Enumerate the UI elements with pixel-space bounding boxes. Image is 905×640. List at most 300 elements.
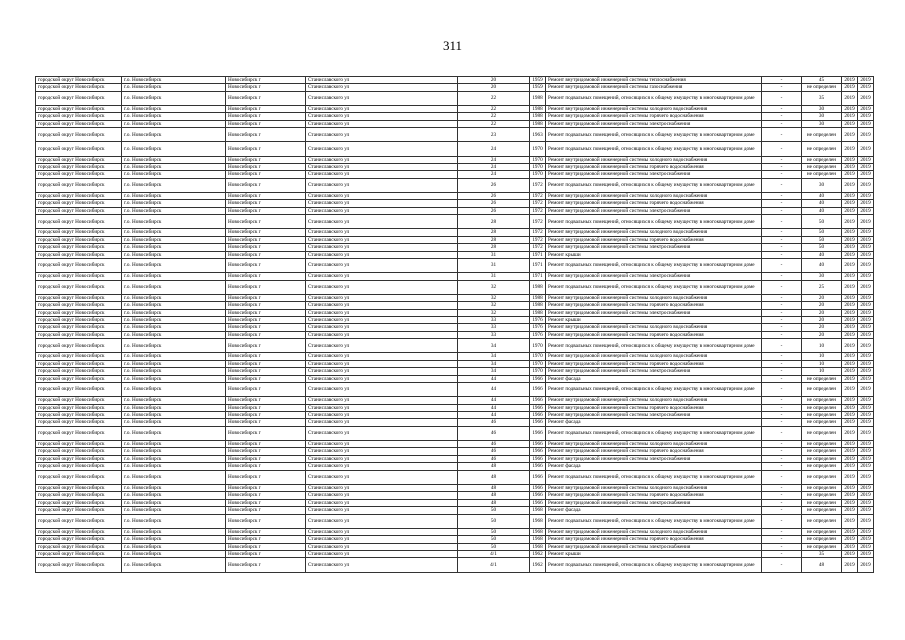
street-cell: Станиславского ул — [306, 448, 458, 455]
municipality-cell: городской округ Новосибирск — [36, 536, 122, 543]
end-year-cell: 2019 — [858, 455, 874, 462]
street-cell: Станиславского ул — [306, 106, 458, 113]
house-number-cell: 24 — [458, 142, 530, 156]
settlement-cell: Новосибирск г — [226, 113, 306, 120]
dash-cell: - — [762, 128, 802, 142]
table-row — [36, 368, 874, 375]
build-year-cell: 1966 — [530, 441, 546, 448]
cost-cell: не определен — [802, 499, 842, 506]
urban-district-cell: г.о. Новосибирск — [122, 324, 226, 331]
build-year-cell: 1970 — [530, 353, 546, 360]
build-year-cell: 1966 — [530, 455, 546, 462]
work-type-cell: Ремонт внутридомовой инженерной системы горячего водоснабжения — [546, 236, 762, 243]
work-type-cell: Ремонт подвальных помещений, относящихся к общему имуществу в многоквартирном доме — [546, 558, 762, 572]
settlement-cell: Новосибирск г — [226, 426, 306, 440]
urban-district-cell: г.о. Новосибирск — [122, 171, 226, 178]
urban-district-cell: г.о. Новосибирск — [122, 91, 226, 105]
municipality-cell: городской округ Новосибирск — [36, 426, 122, 440]
urban-district-cell: г.о. Новосибирск — [122, 448, 226, 455]
build-year-cell: 1970 — [530, 164, 546, 171]
end-year-cell: 2019 — [858, 507, 874, 514]
dash-cell: - — [762, 397, 802, 404]
table-row — [36, 543, 874, 550]
end-year-cell: 2019 — [858, 558, 874, 572]
work-type-cell: Ремонт внутридомовой инженерной системы горячего водоснабжения — [546, 492, 762, 499]
urban-district-cell: г.о. Новосибирск — [122, 259, 226, 273]
work-type-cell: Ремонт крыши — [546, 251, 762, 258]
start-year-cell: 2019 — [842, 499, 858, 506]
dash-cell: - — [762, 142, 802, 156]
cost-cell: 10 — [802, 368, 842, 375]
end-year-cell: 2019 — [858, 309, 874, 316]
dash-cell: - — [762, 492, 802, 499]
house-number-cell: 26 — [458, 178, 530, 192]
start-year-cell: 2019 — [842, 120, 858, 127]
municipality-cell: городской округ Новосибирск — [36, 455, 122, 462]
settlement-cell: Новосибирск г — [226, 470, 306, 484]
dash-cell: - — [762, 455, 802, 462]
municipality-cell: городской округ Новосибирск — [36, 558, 122, 572]
street-cell: Станиславского ул — [306, 84, 458, 91]
end-year-cell: 2019 — [858, 339, 874, 353]
municipality-cell: городской округ Новосибирск — [36, 280, 122, 294]
dash-cell: - — [762, 360, 802, 367]
cost-cell: не определен — [802, 448, 842, 455]
house-number-cell: 34 — [458, 360, 530, 367]
cost-cell: 50 — [802, 244, 842, 251]
cost-cell: не определен — [802, 536, 842, 543]
house-number-cell: 44 — [458, 404, 530, 411]
dash-cell: - — [762, 251, 802, 258]
end-year-cell: 2019 — [858, 499, 874, 506]
end-year-cell: 2019 — [858, 77, 874, 84]
urban-district-cell: г.о. Новосибирск — [122, 339, 226, 353]
build-year-cell: 1988 — [530, 120, 546, 127]
build-year-cell: 1976 — [530, 324, 546, 331]
settlement-cell: Новосибирск г — [226, 106, 306, 113]
street-cell: Станиславского ул — [306, 156, 458, 163]
table-row — [36, 419, 874, 426]
end-year-cell: 2019 — [858, 236, 874, 243]
house-number-cell: 22 — [458, 106, 530, 113]
cost-cell: 35 — [802, 550, 842, 557]
dash-cell: - — [762, 317, 802, 324]
dash-cell: - — [762, 339, 802, 353]
dash-cell: - — [762, 470, 802, 484]
start-year-cell: 2019 — [842, 244, 858, 251]
dash-cell: - — [762, 324, 802, 331]
cost-cell: не определен — [802, 156, 842, 163]
urban-district-cell: г.о. Новосибирск — [122, 215, 226, 229]
municipality-cell: городской округ Новосибирск — [36, 215, 122, 229]
settlement-cell: Новосибирск г — [226, 339, 306, 353]
end-year-cell: 2019 — [858, 207, 874, 214]
house-number-cell: 32 — [458, 280, 530, 294]
build-year-cell: 1970 — [530, 339, 546, 353]
dash-cell: - — [762, 536, 802, 543]
house-number-cell: 48 — [458, 492, 530, 499]
cost-cell: не определен — [802, 171, 842, 178]
start-year-cell: 2019 — [842, 492, 858, 499]
work-type-cell: Ремонт внутридомовой инженерной системы холодного водоснабжения — [546, 156, 762, 163]
house-number-cell: 50 — [458, 543, 530, 550]
work-type-cell: Ремонт подвальных помещений, относящихся к общему имуществу в многоквартирном доме — [546, 339, 762, 353]
build-year-cell: 1988 — [530, 280, 546, 294]
municipality-cell: городской округ Новосибирск — [36, 156, 122, 163]
table-row — [36, 244, 874, 251]
start-year-cell: 2019 — [842, 200, 858, 207]
settlement-cell: Новосибирск г — [226, 499, 306, 506]
municipality-cell: городской округ Новосибирск — [36, 236, 122, 243]
municipality-cell: городской округ Новосибирск — [36, 106, 122, 113]
table-row — [36, 91, 874, 105]
urban-district-cell: г.о. Новосибирск — [122, 142, 226, 156]
street-cell: Станиславского ул — [306, 543, 458, 550]
build-year-cell: 1959 — [530, 77, 546, 84]
build-year-cell: 1963 — [530, 128, 546, 142]
house-number-cell: 22 — [458, 120, 530, 127]
work-type-cell: Ремонт внутридомовой инженерной системы горячего водоснабжения — [546, 200, 762, 207]
urban-district-cell: г.о. Новосибирск — [122, 229, 226, 236]
table-row — [36, 273, 874, 280]
start-year-cell: 2019 — [842, 207, 858, 214]
build-year-cell: 1962 — [530, 550, 546, 557]
street-cell: Станиславского ул — [306, 128, 458, 142]
work-type-cell: Ремонт внутридомовой инженерной системы теплоснабжения — [546, 77, 762, 84]
table-row — [36, 426, 874, 440]
house-number-cell: 4/1 — [458, 550, 530, 557]
build-year-cell: 1966 — [530, 484, 546, 491]
cost-cell: не определен — [802, 543, 842, 550]
settlement-cell: Новосибирск г — [226, 412, 306, 419]
dash-cell: - — [762, 84, 802, 91]
end-year-cell: 2019 — [858, 353, 874, 360]
start-year-cell: 2019 — [842, 84, 858, 91]
start-year-cell: 2019 — [842, 215, 858, 229]
work-type-cell: Ремонт внутридомовой инженерной системы электроснабжения — [546, 309, 762, 316]
build-year-cell: 1988 — [530, 91, 546, 105]
dash-cell: - — [762, 404, 802, 411]
urban-district-cell: г.о. Новосибирск — [122, 164, 226, 171]
cost-cell: не определен — [802, 404, 842, 411]
settlement-cell: Новосибирск г — [226, 215, 306, 229]
work-type-cell: Ремонт внутридомовой инженерной системы горячего водоснабжения — [546, 536, 762, 543]
end-year-cell: 2019 — [858, 536, 874, 543]
house-number-cell: 4/1 — [458, 558, 530, 572]
end-year-cell: 2019 — [858, 441, 874, 448]
table-row — [36, 120, 874, 127]
cost-cell: 20 — [802, 317, 842, 324]
house-number-cell: 50 — [458, 514, 530, 528]
end-year-cell: 2019 — [858, 360, 874, 367]
end-year-cell: 2019 — [858, 106, 874, 113]
table-row — [36, 294, 874, 301]
street-cell: Станиславского ул — [306, 229, 458, 236]
work-type-cell: Ремонт подвальных помещений, относящихся к общему имуществу в многоквартирном доме — [546, 280, 762, 294]
build-year-cell: 1966 — [530, 448, 546, 455]
municipality-cell: городской округ Новосибирск — [36, 84, 122, 91]
municipality-cell: городской округ Новосибирск — [36, 528, 122, 535]
work-type-cell: Ремонт внутридомовой инженерной системы электроснабжения — [546, 543, 762, 550]
street-cell: Станиславского ул — [306, 528, 458, 535]
end-year-cell: 2019 — [858, 484, 874, 491]
urban-district-cell: г.о. Новосибирск — [122, 360, 226, 367]
urban-district-cell: г.о. Новосибирск — [122, 383, 226, 397]
work-type-cell: Ремонт внутридомовой инженерной системы горячего водоснабжения — [546, 113, 762, 120]
urban-district-cell: г.о. Новосибирск — [122, 84, 226, 91]
start-year-cell: 2019 — [842, 558, 858, 572]
urban-district-cell: г.о. Новосибирск — [122, 375, 226, 382]
start-year-cell: 2019 — [842, 178, 858, 192]
settlement-cell: Новосибирск г — [226, 84, 306, 91]
settlement-cell: Новосибирск г — [226, 397, 306, 404]
cost-cell: 30 — [802, 113, 842, 120]
work-type-cell: Ремонт подвальных помещений, относящихся к общему имуществу в многоквартирном доме — [546, 470, 762, 484]
table-row — [36, 113, 874, 120]
start-year-cell: 2019 — [842, 229, 858, 236]
street-cell: Станиславского ул — [306, 441, 458, 448]
municipality-cell: городской округ Новосибирск — [36, 419, 122, 426]
start-year-cell: 2019 — [842, 156, 858, 163]
dash-cell: - — [762, 419, 802, 426]
page-number: 311 — [442, 38, 463, 53]
dash-cell: - — [762, 215, 802, 229]
work-type-cell: Ремонт внутридомовой инженерной системы холодного водоснабжения — [546, 397, 762, 404]
settlement-cell: Новосибирск г — [226, 236, 306, 243]
cost-cell: 35 — [802, 91, 842, 105]
house-number-cell: 20 — [458, 84, 530, 91]
settlement-cell: Новосибирск г — [226, 514, 306, 528]
table-row — [36, 317, 874, 324]
settlement-cell: Новосибирск г — [226, 441, 306, 448]
settlement-cell: Новосибирск г — [226, 164, 306, 171]
cost-cell: не определен — [802, 142, 842, 156]
house-number-cell: 23 — [458, 128, 530, 142]
dash-cell: - — [762, 171, 802, 178]
street-cell: Станиславского ул — [306, 324, 458, 331]
settlement-cell: Новосибирск г — [226, 280, 306, 294]
table-row — [36, 470, 874, 484]
work-type-cell: Ремонт фасада — [546, 463, 762, 470]
end-year-cell: 2019 — [858, 215, 874, 229]
work-type-cell: Ремонт внутридомовой инженерной системы электроснабжения — [546, 273, 762, 280]
street-cell: Станиславского ул — [306, 331, 458, 338]
municipality-cell: городской округ Новосибирск — [36, 412, 122, 419]
urban-district-cell: г.о. Новосибирск — [122, 484, 226, 491]
table-body — [36, 77, 874, 573]
house-number-cell: 46 — [458, 455, 530, 462]
house-number-cell: 31 — [458, 273, 530, 280]
work-type-cell: Ремонт крыши — [546, 317, 762, 324]
start-year-cell: 2019 — [842, 375, 858, 382]
urban-district-cell: г.о. Новосибирск — [122, 536, 226, 543]
dash-cell: - — [762, 106, 802, 113]
start-year-cell: 2019 — [842, 360, 858, 367]
build-year-cell: 1976 — [530, 331, 546, 338]
street-cell: Станиславского ул — [306, 113, 458, 120]
cost-cell: 10 — [802, 339, 842, 353]
table-row — [36, 200, 874, 207]
street-cell: Станиславского ул — [306, 514, 458, 528]
municipality-cell: городской округ Новосибирск — [36, 507, 122, 514]
settlement-cell: Новосибирск г — [226, 543, 306, 550]
urban-district-cell: г.о. Новосибирск — [122, 193, 226, 200]
street-cell: Станиславского ул — [306, 558, 458, 572]
street-cell: Станиславского ул — [306, 236, 458, 243]
build-year-cell: 1966 — [530, 404, 546, 411]
municipality-cell: городской округ Новосибирск — [36, 353, 122, 360]
table-row — [36, 463, 874, 470]
municipality-cell: городской округ Новосибирск — [36, 200, 122, 207]
cost-cell: 40 — [802, 200, 842, 207]
house-number-cell: 28 — [458, 215, 530, 229]
start-year-cell: 2019 — [842, 455, 858, 462]
work-type-cell: Ремонт внутридомовой инженерной системы электроснабжения — [546, 412, 762, 419]
house-number-cell: 26 — [458, 207, 530, 214]
table-row — [36, 156, 874, 163]
start-year-cell: 2019 — [842, 309, 858, 316]
street-cell: Станиславского ул — [306, 251, 458, 258]
work-type-cell: Ремонт внутридомовой инженерной системы электроснабжения — [546, 207, 762, 214]
settlement-cell: Новосибирск г — [226, 419, 306, 426]
settlement-cell: Новосибирск г — [226, 528, 306, 535]
table-row — [36, 84, 874, 91]
urban-district-cell: г.о. Новосибирск — [122, 514, 226, 528]
work-type-cell: Ремонт внутридомовой инженерной системы холодного водоснабжения — [546, 106, 762, 113]
municipality-cell: городской округ Новосибирск — [36, 207, 122, 214]
work-type-cell: Ремонт подвальных помещений, относящихся к общему имуществу в многоквартирном доме — [546, 215, 762, 229]
house-number-cell: 26 — [458, 200, 530, 207]
table-row — [36, 353, 874, 360]
end-year-cell: 2019 — [858, 178, 874, 192]
settlement-cell: Новосибирск г — [226, 77, 306, 84]
build-year-cell: 1970 — [530, 142, 546, 156]
table-row — [36, 375, 874, 382]
build-year-cell: 1968 — [530, 514, 546, 528]
work-type-cell: Ремонт внутридомовой инженерной системы электроснабжения — [546, 120, 762, 127]
municipality-cell: городской округ Новосибирск — [36, 178, 122, 192]
build-year-cell: 1971 — [530, 251, 546, 258]
house-number-cell: 50 — [458, 536, 530, 543]
municipality-cell: городской округ Новосибирск — [36, 309, 122, 316]
settlement-cell: Новосибирск г — [226, 128, 306, 142]
end-year-cell: 2019 — [858, 397, 874, 404]
end-year-cell: 2019 — [858, 375, 874, 382]
settlement-cell: Новосибирск г — [226, 193, 306, 200]
work-type-cell: Ремонт внутридомовой инженерной системы газоснабжения — [546, 84, 762, 91]
work-type-cell: Ремонт внутридомовой инженерной системы холодного водоснабжения — [546, 528, 762, 535]
build-year-cell: 1972 — [530, 207, 546, 214]
build-year-cell: 1966 — [530, 499, 546, 506]
table-row — [36, 514, 874, 528]
street-cell: Станиславского ул — [306, 360, 458, 367]
build-year-cell: 1972 — [530, 200, 546, 207]
end-year-cell: 2019 — [858, 91, 874, 105]
settlement-cell: Новосибирск г — [226, 229, 306, 236]
end-year-cell: 2019 — [858, 404, 874, 411]
start-year-cell: 2019 — [842, 142, 858, 156]
urban-district-cell: г.о. Новосибирск — [122, 455, 226, 462]
house-number-cell: 26 — [458, 193, 530, 200]
table-row — [36, 309, 874, 316]
work-type-cell: Ремонт внутридомовой инженерной системы электроснабжения — [546, 455, 762, 462]
house-number-cell: 46 — [458, 419, 530, 426]
cost-cell: 48 — [802, 558, 842, 572]
municipality-cell: городской округ Новосибирск — [36, 360, 122, 367]
municipality-cell: городской округ Новосибирск — [36, 302, 122, 309]
start-year-cell: 2019 — [842, 368, 858, 375]
start-year-cell: 2019 — [842, 113, 858, 120]
urban-district-cell: г.о. Новосибирск — [122, 106, 226, 113]
end-year-cell: 2019 — [858, 448, 874, 455]
dash-cell: - — [762, 164, 802, 171]
urban-district-cell: г.о. Новосибирск — [122, 280, 226, 294]
work-type-cell: Ремонт подвальных помещений, относящихся к общему имуществу в многоквартирном доме — [546, 178, 762, 192]
house-number-cell: 50 — [458, 528, 530, 535]
settlement-cell: Новосибирск г — [226, 91, 306, 105]
table-row — [36, 339, 874, 353]
street-cell: Станиславского ул — [306, 339, 458, 353]
street-cell: Станиславского ул — [306, 273, 458, 280]
build-year-cell: 1972 — [530, 244, 546, 251]
urban-district-cell: г.о. Новосибирск — [122, 470, 226, 484]
end-year-cell: 2019 — [858, 171, 874, 178]
start-year-cell: 2019 — [842, 383, 858, 397]
house-number-cell: 44 — [458, 383, 530, 397]
build-year-cell: 1968 — [530, 536, 546, 543]
street-cell: Станиславского ул — [306, 120, 458, 127]
urban-district-cell: г.о. Новосибирск — [122, 113, 226, 120]
cost-cell: не определен — [802, 164, 842, 171]
street-cell: Станиславского ул — [306, 507, 458, 514]
table-row — [36, 550, 874, 557]
end-year-cell: 2019 — [858, 273, 874, 280]
dash-cell: - — [762, 193, 802, 200]
start-year-cell: 2019 — [842, 404, 858, 411]
settlement-cell: Новосибирск г — [226, 309, 306, 316]
end-year-cell: 2019 — [858, 193, 874, 200]
street-cell: Станиславского ул — [306, 294, 458, 301]
urban-district-cell: г.о. Новосибирск — [122, 528, 226, 535]
table-row — [36, 215, 874, 229]
urban-district-cell: г.о. Новосибирск — [122, 309, 226, 316]
street-cell: Станиславского ул — [306, 463, 458, 470]
end-year-cell: 2019 — [858, 317, 874, 324]
build-year-cell: 1966 — [530, 463, 546, 470]
table-row — [36, 259, 874, 273]
urban-district-cell: г.о. Новосибирск — [122, 550, 226, 557]
table-row — [36, 455, 874, 462]
cost-cell: не определен — [802, 507, 842, 514]
urban-district-cell: г.о. Новосибирск — [122, 178, 226, 192]
cost-cell: не определен — [802, 383, 842, 397]
street-cell: Станиславского ул — [306, 317, 458, 324]
cost-cell: не определен — [802, 412, 842, 419]
settlement-cell: Новосибирск г — [226, 353, 306, 360]
end-year-cell: 2019 — [858, 294, 874, 301]
table-row — [36, 302, 874, 309]
end-year-cell: 2019 — [858, 426, 874, 440]
build-year-cell: 1971 — [530, 273, 546, 280]
settlement-cell: Новосибирск г — [226, 360, 306, 367]
table-row — [36, 164, 874, 171]
cost-cell: не определен — [802, 514, 842, 528]
settlement-cell: Новосибирск г — [226, 317, 306, 324]
build-year-cell: 1966 — [530, 426, 546, 440]
table-row — [36, 331, 874, 338]
table-row — [36, 207, 874, 214]
dash-cell: - — [762, 273, 802, 280]
